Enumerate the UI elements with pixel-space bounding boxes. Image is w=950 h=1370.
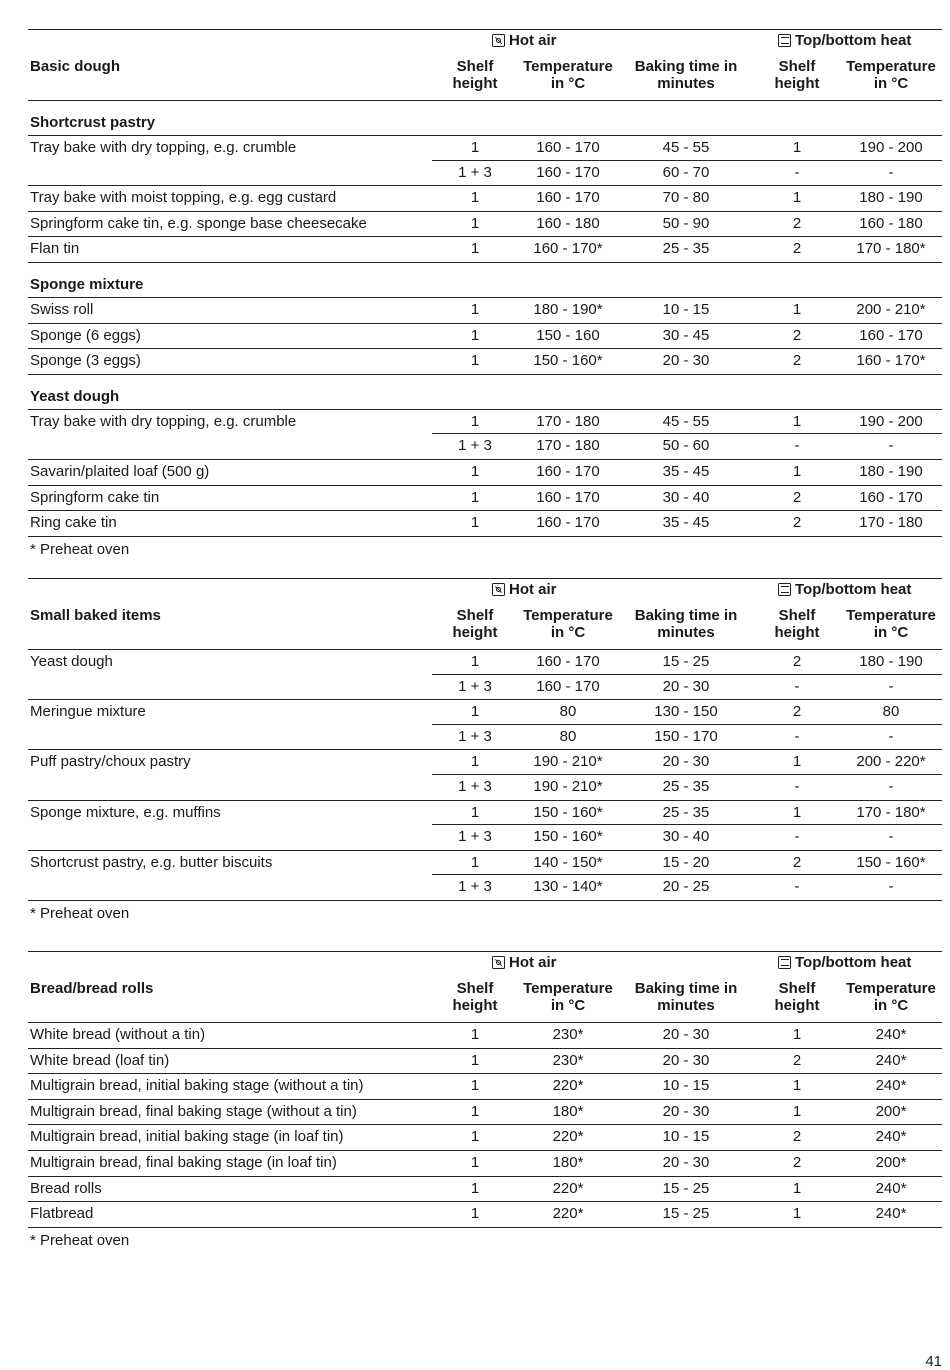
item-name: Shortcrust pastry, e.g. butter biscuits xyxy=(30,853,273,871)
column-header-row xyxy=(28,601,942,650)
temperature-header: Temperature in °C xyxy=(846,980,936,1014)
temperature-hot-air-cell: 160 - 170 xyxy=(536,677,600,695)
shelf-height-top-bottom-cell: - xyxy=(794,777,800,795)
temperature-top-bottom-cell: 200 - 220* xyxy=(856,753,926,771)
item-name: Flan tin xyxy=(30,240,80,258)
shelf-height-hot-air-cell: 1 xyxy=(470,189,480,207)
shelf-height-top-bottom-cell: 2 xyxy=(792,488,802,506)
temperature-hot-air-cell: 180 - 190* xyxy=(533,300,603,318)
temperature-hot-air-cell: 180* xyxy=(552,1153,584,1171)
temperature-top-bottom-cell: 200* xyxy=(875,1102,907,1120)
shelf-height-hot-air-cell: 1 xyxy=(470,139,480,156)
table-row xyxy=(28,675,942,701)
column-header-row xyxy=(28,974,942,1023)
shelf-height-hot-air-cell: 1 xyxy=(470,1153,480,1171)
baking-time-cell: 20 - 30 xyxy=(662,1026,710,1043)
table-row xyxy=(28,775,942,801)
temperature-hot-air-cell: 220* xyxy=(552,1205,584,1223)
baking-time-cell: 25 - 35 xyxy=(662,240,710,258)
shelf-height-top-bottom-cell: 2 xyxy=(792,653,802,670)
table-label: Basic dough xyxy=(30,58,121,75)
hot-air-icon xyxy=(492,34,505,47)
hot-air-icon xyxy=(492,583,505,596)
temperature-top-bottom-cell: 170 - 180* xyxy=(856,803,926,821)
shelf-height-hot-air-cell: 1 xyxy=(470,240,480,258)
mode-header-row xyxy=(28,30,942,52)
shelf-height-hot-air-cell: 1 xyxy=(470,753,480,771)
shelf-height-hot-air-cell: 1 + 3 xyxy=(458,777,492,795)
temperature-hot-air-cell: 160 - 170 xyxy=(536,653,600,670)
temperature-top-bottom-cell: 240* xyxy=(875,1179,907,1197)
shelf-height-top-bottom-cell: - xyxy=(794,163,800,181)
temperature-top-bottom-cell: 240* xyxy=(875,1077,907,1095)
table-row xyxy=(28,1202,942,1228)
baking-time-cell: 45 - 55 xyxy=(662,412,710,430)
temperature-top-bottom-cell: 150 - 160* xyxy=(856,853,926,871)
baking-time-header: Baking time in minutes xyxy=(634,58,738,92)
column-header-row xyxy=(28,52,942,101)
temperature-header: Temperature in °C xyxy=(846,58,936,92)
temperature-top-bottom-cell: - xyxy=(888,677,894,695)
baking-time-cell: 20 - 30 xyxy=(662,1051,710,1069)
shelf-height-hot-air-cell: 1 xyxy=(470,488,480,506)
table-row xyxy=(28,237,942,263)
item-name: Meringue mixture xyxy=(30,703,146,721)
shelf-height-hot-air-cell: 1 xyxy=(470,1102,480,1120)
temperature-top-bottom-cell: 200 - 210* xyxy=(856,300,926,318)
shelf-height-hot-air-cell: 1 xyxy=(470,214,480,232)
shelf-height-hot-air-cell: 1 xyxy=(470,1051,480,1069)
baking-time-cell: 15 - 25 xyxy=(662,1179,710,1197)
table-row xyxy=(28,212,942,238)
top-bottom-heat-mode: Top/bottom heat xyxy=(778,954,911,971)
section-heading xyxy=(28,101,942,136)
section-title: Sponge mixture xyxy=(30,275,144,293)
temperature-hot-air-cell: 230* xyxy=(552,1051,584,1069)
temperature-top-bottom-cell: 240* xyxy=(875,1051,907,1069)
table-row xyxy=(28,136,942,161)
item-name: White bread (without a tin) xyxy=(30,1026,206,1043)
shelf-height-hot-air-cell: 1 xyxy=(470,1077,480,1095)
shelf-height-header: Shelf height xyxy=(452,58,498,92)
section-heading xyxy=(28,375,942,410)
temperature-top-bottom-cell: - xyxy=(888,437,894,455)
page-number: 41 xyxy=(925,1353,942,1370)
shelf-height-top-bottom-cell: 1 xyxy=(792,1179,802,1197)
temperature-top-bottom-cell: 190 - 200 xyxy=(859,412,923,430)
shelf-height-header: Shelf height xyxy=(774,58,820,92)
shelf-height-top-bottom-cell: 1 xyxy=(792,189,802,207)
temperature-hot-air-cell: 80 xyxy=(559,703,577,721)
temperature-hot-air-cell: 160 - 170 xyxy=(536,139,600,156)
item-name: Savarin/plaited loaf (500 g) xyxy=(30,462,210,480)
temperature-hot-air-cell: 160 - 170 xyxy=(536,163,600,181)
temperature-top-bottom-cell: 240* xyxy=(875,1205,907,1223)
baking-time-cell: 35 - 45 xyxy=(662,514,710,532)
baking-time-cell: 70 - 80 xyxy=(662,189,710,207)
shelf-height-hot-air-cell: 1 xyxy=(470,300,480,318)
shelf-height-top-bottom-cell: - xyxy=(794,437,800,455)
shelf-height-hot-air-cell: 1 + 3 xyxy=(458,677,492,695)
shelf-height-hot-air-cell: 1 + 3 xyxy=(458,437,492,455)
temperature-hot-air-cell: 140 - 150* xyxy=(533,853,603,871)
baking-time-cell: 15 - 25 xyxy=(662,1205,710,1223)
baking-time-cell: 50 - 90 xyxy=(662,214,710,232)
table-label: Bread/bread rolls xyxy=(30,980,154,997)
table-row xyxy=(28,1074,942,1100)
temperature-header: Temperature in °C xyxy=(523,58,613,92)
item-name: Sponge (6 eggs) xyxy=(30,326,141,344)
baking-time-cell: 30 - 45 xyxy=(662,326,710,344)
baking-table-basic-dough xyxy=(28,29,942,563)
table-row xyxy=(28,161,942,187)
shelf-height-top-bottom-cell: - xyxy=(794,727,800,745)
table-row xyxy=(28,186,942,212)
table-row xyxy=(28,434,942,460)
table-row xyxy=(28,298,942,324)
shelf-height-hot-air-cell: 1 xyxy=(470,412,480,430)
table-row xyxy=(28,1100,942,1126)
item-name: White bread (loaf tin) xyxy=(30,1051,170,1069)
shelf-height-hot-air-cell: 1 xyxy=(470,853,480,871)
item-name: Multigrain bread, initial baking stage (without a tin) xyxy=(30,1077,364,1095)
temperature-hot-air-cell: 170 - 180 xyxy=(536,412,600,430)
table-row xyxy=(28,1049,942,1075)
table-row xyxy=(28,1151,942,1177)
temperature-top-bottom-cell: 240* xyxy=(875,1128,907,1146)
footnote: * Preheat oven xyxy=(30,904,130,922)
baking-time-cell: 30 - 40 xyxy=(662,828,710,846)
section-heading xyxy=(28,263,942,298)
hot-air-mode: Hot air xyxy=(492,581,557,598)
baking-time-cell: 10 - 15 xyxy=(662,1128,710,1146)
item-name: Multigrain bread, final baking stage (in loaf tin) xyxy=(30,1153,337,1171)
baking-time-cell: 50 - 60 xyxy=(662,437,710,455)
shelf-height-top-bottom-cell: 1 xyxy=(792,462,802,480)
shelf-height-hot-air-cell: 1 + 3 xyxy=(458,878,492,896)
shelf-height-top-bottom-cell: 1 xyxy=(792,1026,802,1043)
hot-air-icon xyxy=(492,956,505,969)
shelf-height-hot-air-cell: 1 xyxy=(470,514,480,532)
shelf-height-top-bottom-cell: 1 xyxy=(792,1102,802,1120)
mode-header-row xyxy=(28,952,942,974)
temperature-top-bottom-cell: 180 - 190 xyxy=(859,653,923,670)
baking-time-cell: 25 - 35 xyxy=(662,803,710,821)
temperature-top-bottom-cell: 180 - 190 xyxy=(859,189,923,207)
temperature-header: Temperature in °C xyxy=(846,607,936,641)
temperature-hot-air-cell: 80 xyxy=(559,727,577,745)
item-name: Yeast dough xyxy=(30,653,113,670)
shelf-height-hot-air-cell: 1 xyxy=(470,326,480,344)
hot-air-mode: Hot air xyxy=(492,32,557,49)
temperature-hot-air-cell: 150 - 160* xyxy=(533,352,603,370)
shelf-height-header: Shelf height xyxy=(452,980,498,1014)
item-name: Sponge mixture, e.g. muffins xyxy=(30,803,221,821)
shelf-height-header: Shelf height xyxy=(452,607,498,641)
baking-time-cell: 20 - 30 xyxy=(662,1102,710,1120)
shelf-height-top-bottom-cell: 1 xyxy=(792,1205,802,1223)
shelf-height-top-bottom-cell: 1 xyxy=(792,803,802,821)
temperature-top-bottom-cell: 200* xyxy=(875,1153,907,1171)
section-title: Yeast dough xyxy=(30,387,120,405)
baking-time-cell: 20 - 30 xyxy=(662,352,710,370)
table-label: Small baked items xyxy=(30,607,161,624)
temperature-hot-air-cell: 160 - 170 xyxy=(536,514,600,532)
shelf-height-top-bottom-cell: 1 xyxy=(792,1077,802,1095)
mode-header-row xyxy=(28,579,942,601)
shelf-height-hot-air-cell: 1 xyxy=(470,352,480,370)
baking-time-cell: 130 - 150 xyxy=(654,703,718,721)
item-name: Tray bake with dry topping, e.g. crumble xyxy=(30,412,297,430)
temperature-hot-air-cell: 150 - 160 xyxy=(536,326,600,344)
baking-time-cell: 150 - 170 xyxy=(654,727,718,745)
table-body xyxy=(28,650,942,901)
shelf-height-hot-air-cell: 1 xyxy=(470,1026,480,1043)
temperature-top-bottom-cell: 80 xyxy=(882,703,900,721)
temperature-hot-air-cell: 170 - 180 xyxy=(536,437,600,455)
baking-time-cell: 25 - 35 xyxy=(662,777,710,795)
baking-time-cell: 20 - 30 xyxy=(662,1153,710,1171)
baking-time-cell: 45 - 55 xyxy=(662,139,710,156)
table-row xyxy=(28,410,942,435)
shelf-height-top-bottom-cell: 1 xyxy=(792,139,802,156)
section-title: Shortcrust pastry xyxy=(30,114,156,131)
shelf-height-top-bottom-cell: 2 xyxy=(792,1128,802,1146)
temperature-top-bottom-cell: 190 - 200 xyxy=(859,139,923,156)
top-bottom-heat-icon xyxy=(778,583,791,596)
temperature-hot-air-cell: 220* xyxy=(552,1077,584,1095)
item-name: Bread rolls xyxy=(30,1179,102,1197)
hot-air-mode: Hot air xyxy=(492,954,557,971)
shelf-height-top-bottom-cell: - xyxy=(794,677,800,695)
shelf-height-hot-air-cell: 1 xyxy=(470,1128,480,1146)
baking-time-cell: 20 - 25 xyxy=(662,878,710,896)
baking-table-small-baked-items xyxy=(28,578,942,927)
temperature-hot-air-cell: 160 - 170* xyxy=(533,240,603,258)
temperature-header: Temperature in °C xyxy=(523,607,613,641)
temperature-top-bottom-cell: - xyxy=(888,828,894,846)
item-name: Multigrain bread, final baking stage (without a tin) xyxy=(30,1102,357,1120)
table-row xyxy=(28,1023,942,1049)
temperature-header: Temperature in °C xyxy=(523,980,613,1014)
temperature-top-bottom-cell: - xyxy=(888,878,894,896)
temperature-hot-air-cell: 160 - 180 xyxy=(536,214,600,232)
item-name: Springform cake tin, e.g. sponge base cheesecake xyxy=(30,214,367,232)
footnote: * Preheat oven xyxy=(30,540,130,558)
baking-time-header: Baking time in minutes xyxy=(634,607,738,641)
temperature-top-bottom-cell: - xyxy=(888,163,894,181)
top-bottom-heat-mode: Top/bottom heat xyxy=(778,581,911,598)
shelf-height-hot-air-cell: 1 + 3 xyxy=(458,828,492,846)
table-row xyxy=(28,725,942,751)
shelf-height-header: Shelf height xyxy=(774,607,820,641)
table-row xyxy=(28,825,942,851)
baking-time-cell: 15 - 25 xyxy=(662,653,710,670)
shelf-height-top-bottom-cell: 1 xyxy=(792,753,802,771)
item-name: Tray bake with moist topping, e.g. egg custard xyxy=(30,189,337,207)
shelf-height-top-bottom-cell: 2 xyxy=(792,1051,802,1069)
temperature-hot-air-cell: 150 - 160* xyxy=(533,828,603,846)
baking-time-cell: 10 - 15 xyxy=(662,1077,710,1095)
item-name: Springform cake tin xyxy=(30,488,160,506)
table-row xyxy=(28,875,942,901)
temperature-top-bottom-cell: 160 - 170 xyxy=(859,326,923,344)
shelf-height-top-bottom-cell: 2 xyxy=(792,1153,802,1171)
baking-time-cell: 10 - 15 xyxy=(662,300,710,318)
table-row xyxy=(28,1125,942,1151)
top-bottom-heat-mode: Top/bottom heat xyxy=(778,32,911,49)
shelf-height-top-bottom-cell: 2 xyxy=(792,352,802,370)
item-name: Sponge (3 eggs) xyxy=(30,352,141,370)
shelf-height-hot-air-cell: 1 xyxy=(470,653,480,670)
item-name: Flatbread xyxy=(30,1205,94,1223)
shelf-height-hot-air-cell: 1 xyxy=(470,1179,480,1197)
temperature-hot-air-cell: 160 - 170 xyxy=(536,189,600,207)
shelf-height-top-bottom-cell: 2 xyxy=(792,326,802,344)
table-row xyxy=(28,1177,942,1203)
item-name: Puff pastry/choux pastry xyxy=(30,753,191,771)
temperature-top-bottom-cell: 160 - 170 xyxy=(859,488,923,506)
table-row xyxy=(28,801,942,826)
shelf-height-top-bottom-cell: - xyxy=(794,828,800,846)
shelf-height-hot-air-cell: 1 + 3 xyxy=(458,727,492,745)
shelf-height-top-bottom-cell: 2 xyxy=(792,703,802,721)
shelf-height-top-bottom-cell: 2 xyxy=(792,214,802,232)
item-name: Tray bake with dry topping, e.g. crumble xyxy=(30,139,297,156)
top-bottom-heat-icon xyxy=(778,34,791,47)
temperature-hot-air-cell: 160 - 170 xyxy=(536,462,600,480)
shelf-height-top-bottom-cell: 2 xyxy=(792,240,802,258)
table-row xyxy=(28,486,942,512)
shelf-height-hot-air-cell: 1 xyxy=(470,1205,480,1223)
temperature-hot-air-cell: 220* xyxy=(552,1179,584,1197)
shelf-height-top-bottom-cell: 2 xyxy=(792,853,802,871)
temperature-top-bottom-cell: 180 - 190 xyxy=(859,462,923,480)
item-name: Ring cake tin xyxy=(30,514,117,532)
shelf-height-top-bottom-cell: 1 xyxy=(792,300,802,318)
table-body xyxy=(28,1023,942,1228)
baking-time-cell: 15 - 20 xyxy=(662,853,710,871)
shelf-height-hot-air-cell: 1 xyxy=(470,703,480,721)
temperature-top-bottom-cell: 170 - 180* xyxy=(856,240,926,258)
baking-time-cell: 20 - 30 xyxy=(662,753,710,771)
shelf-height-header: Shelf height xyxy=(774,980,820,1014)
temperature-hot-air-cell: 190 - 210* xyxy=(533,753,603,771)
baking-time-cell: 20 - 30 xyxy=(662,677,710,695)
temperature-hot-air-cell: 180* xyxy=(552,1102,584,1120)
temperature-top-bottom-cell: 240* xyxy=(875,1026,907,1043)
table-row xyxy=(28,349,942,375)
temperature-hot-air-cell: 130 - 140* xyxy=(533,878,603,896)
table-row xyxy=(28,460,942,486)
shelf-height-hot-air-cell: 1 + 3 xyxy=(458,163,492,181)
temperature-top-bottom-cell: - xyxy=(888,727,894,745)
item-name: Swiss roll xyxy=(30,300,94,318)
baking-time-cell: 30 - 40 xyxy=(662,488,710,506)
baking-time-cell: 60 - 70 xyxy=(662,163,710,181)
table-row xyxy=(28,851,942,876)
table-row xyxy=(28,750,942,775)
top-bottom-heat-icon xyxy=(778,956,791,969)
temperature-hot-air-cell: 150 - 160* xyxy=(533,803,603,821)
table-row xyxy=(28,700,942,725)
temperature-hot-air-cell: 160 - 170 xyxy=(536,488,600,506)
table-row xyxy=(28,324,942,350)
shelf-height-hot-air-cell: 1 xyxy=(470,803,480,821)
temperature-top-bottom-cell: - xyxy=(888,777,894,795)
table-row xyxy=(28,650,942,675)
shelf-height-top-bottom-cell: 2 xyxy=(792,514,802,532)
baking-time-header: Baking time in minutes xyxy=(634,980,738,1014)
temperature-hot-air-cell: 190 - 210* xyxy=(533,777,603,795)
item-name: Multigrain bread, initial baking stage (in loaf tin) xyxy=(30,1128,344,1146)
temperature-hot-air-cell: 220* xyxy=(552,1128,584,1146)
temperature-top-bottom-cell: 160 - 180 xyxy=(859,214,923,232)
shelf-height-hot-air-cell: 1 xyxy=(470,462,480,480)
table-body xyxy=(28,101,942,537)
temperature-hot-air-cell: 230* xyxy=(552,1026,584,1043)
temperature-top-bottom-cell: 160 - 170* xyxy=(856,352,926,370)
table-row xyxy=(28,511,942,537)
shelf-height-top-bottom-cell: - xyxy=(794,878,800,896)
baking-time-cell: 35 - 45 xyxy=(662,462,710,480)
footnote: * Preheat oven xyxy=(30,1231,130,1249)
baking-table-bread xyxy=(28,951,942,1254)
shelf-height-top-bottom-cell: 1 xyxy=(792,412,802,430)
temperature-top-bottom-cell: 170 - 180 xyxy=(859,514,923,532)
